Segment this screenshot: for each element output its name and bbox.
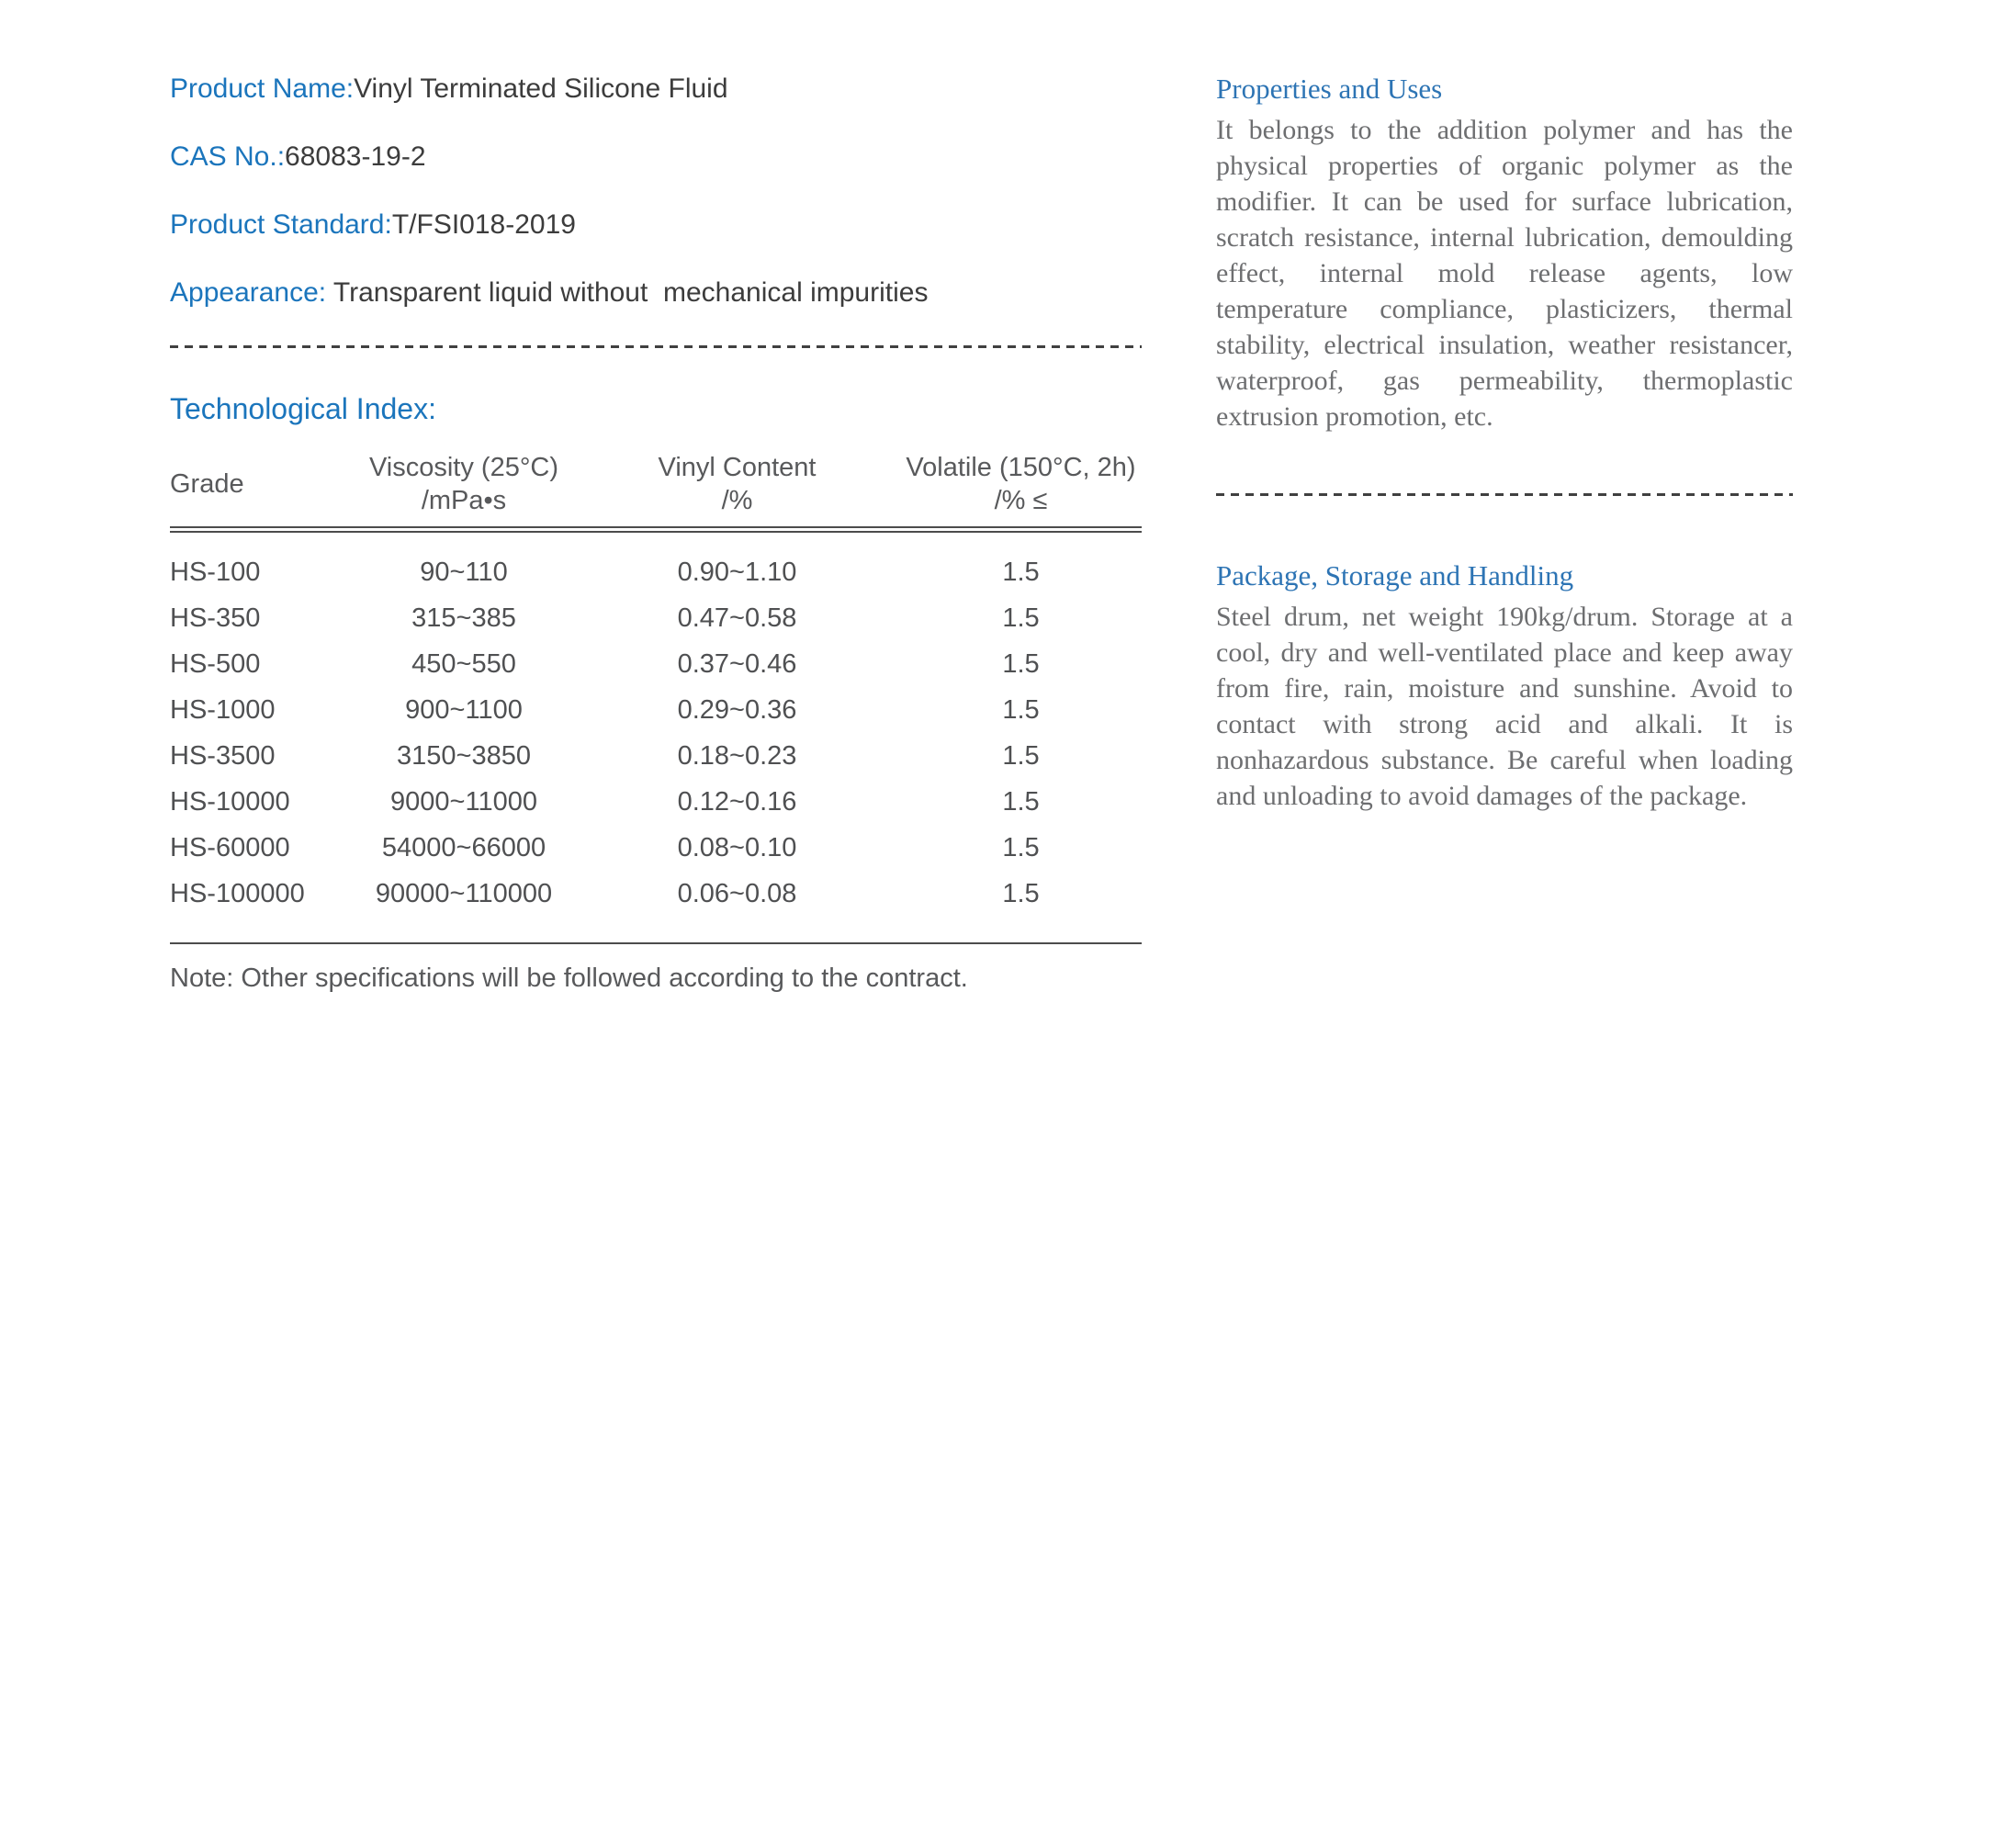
product-name-row: [170, 73, 1142, 105]
left-column: [170, 0, 1142, 994]
properties-and-uses-heading: Properties and Uses: [1216, 73, 1443, 105]
table-row: HS-60000 54000~66000 0.08~0.10 1.5: [170, 832, 1040, 862]
table-bottom-rule: [170, 942, 1142, 944]
table-body: [170, 549, 1142, 917]
product-name-value: Vinyl Terminated Silicone Fluid: [354, 73, 728, 104]
table-note: Note: Other specifications will be followed according to the contract.: [170, 963, 968, 993]
cas-no-value: 68083-19-2: [285, 141, 426, 172]
product-name-label: Product Name:: [170, 73, 355, 104]
technological-index-title: Technological Index:: [170, 392, 436, 425]
product-standard-label: Product Standard:: [170, 209, 392, 240]
table-header-vinyl-content: Vinyl Content /%: [658, 453, 817, 515]
product-standard-value: T/FSI018-2019: [391, 209, 576, 240]
table-header-viscosity: Viscosity (25°C) /mPa•s: [368, 453, 559, 515]
right-column: [1216, 0, 1793, 814]
product-info-block: [170, 0, 1142, 309]
package-storage-heading: Package, Storage and Handling: [1216, 559, 1574, 592]
table-row: HS-100 90~110 0.90~1.10 1.5: [170, 557, 1040, 587]
table-row: HS-10000 9000~11000 0.12~0.16 1.5: [170, 786, 1040, 817]
table-header-row: [170, 451, 1142, 517]
table-row: HS-100000 90000~110000 0.06~0.08 1.5: [170, 878, 1040, 908]
package-storage-body: Steel drum, net weight 190kg/drum. Storage at a cool, dry and well-ventilated place and keep away from fire, rain, moisture and sunshine. Avoid to contact with strong acid and alkali. It is nonhazardous substance. Be careful when loading and unloading to avoid damages of the package.: [1216, 602, 1793, 811]
appearance-value: Transparent liquid without mechanical impurities: [332, 277, 929, 308]
appearance-label: Appearance:: [170, 277, 333, 308]
cas-no-row: [170, 141, 1142, 173]
table-row: HS-350 315~385 0.47~0.58 1.5: [170, 603, 1040, 633]
table-top-double-rule: [170, 526, 1142, 533]
dashed-divider: [1216, 493, 1793, 496]
properties-and-uses-body: It belongs to the addition polymer and has the physical properties of organic polymer as the modifier. It can be used for surface lubrication, scratch resistance, internal lubrication, demoulding effect, internal mold release agents, low temperature compliance, plasticizers, thermal stability, electrical insulation, weather resistancer, waterproof, gas permeability, thermoplastic extrusion promotion, etc.: [1216, 115, 1793, 432]
table-header-volatile: Volatile (150°C, 2h) /% ≤: [906, 453, 1136, 515]
table-row: HS-500 450~550 0.37~0.46 1.5: [170, 648, 1040, 679]
product-standard-row: [170, 209, 1142, 241]
appearance-row: [170, 277, 1142, 309]
table-header-grade: Grade: [170, 469, 244, 499]
cas-no-label: CAS No.:: [170, 141, 286, 172]
table-row: HS-3500 3150~3850 0.18~0.23 1.5: [170, 740, 1040, 771]
dashed-divider: [170, 345, 1142, 348]
table-row: HS-1000 900~1100 0.29~0.36 1.5: [170, 694, 1040, 725]
